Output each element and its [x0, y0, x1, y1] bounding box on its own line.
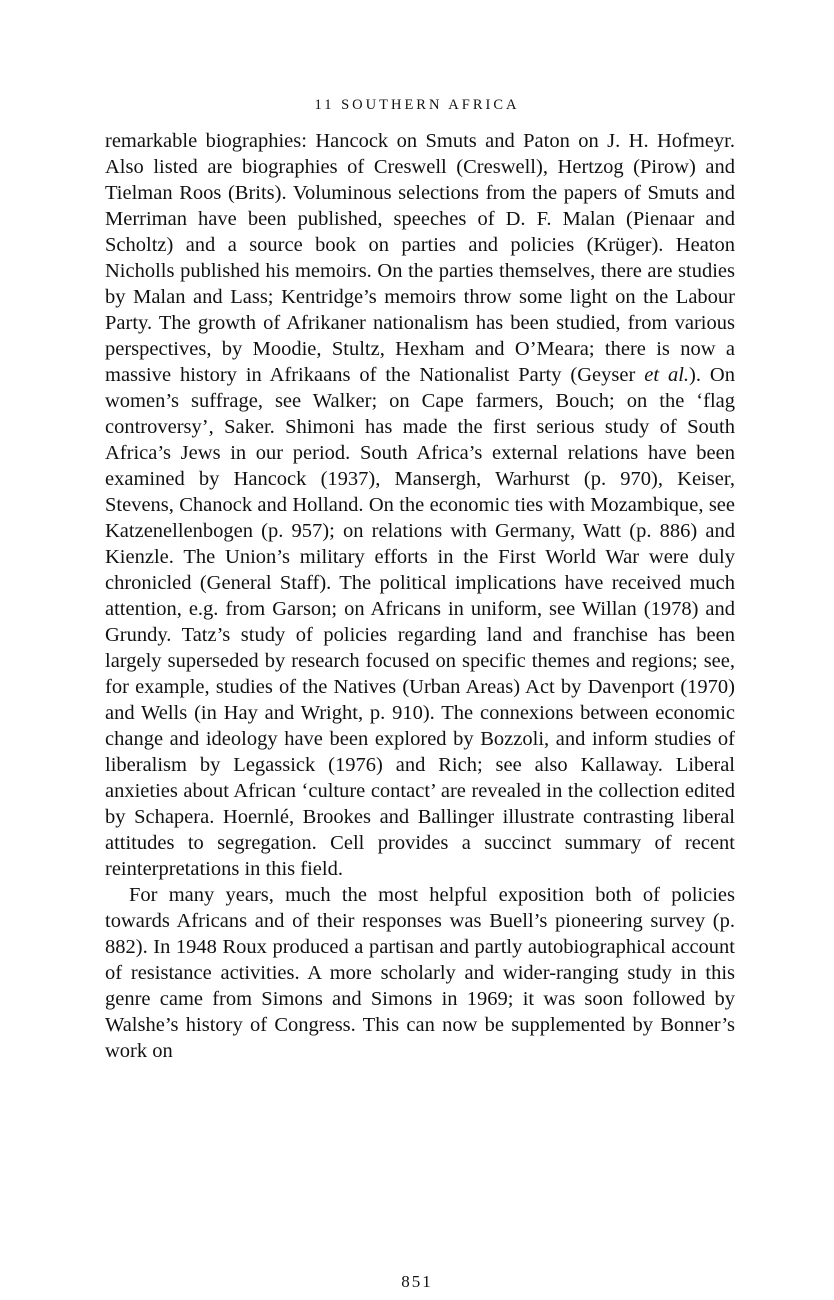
page-number: 851: [401, 1272, 433, 1291]
paragraph-1: [105, 128, 735, 882]
running-head: 11 SOUTHERN AFRICA: [314, 97, 520, 113]
italic-et-al: et al.: [644, 364, 690, 386]
paragraph-2: For many years, much the most helpful exposition both of policies towards Africans and of their responses was Buell’s pioneering survey (p. 882). In 1948 Roux produced a partisan and partly autobiographical account of resistance activities. A more scholarly and wider-ranging study in this genre came from Simons and Simons in 1969; it was soon followed by Walshe’s history of Congress. This can now be supplemented by Bonner’s work on: [105, 884, 735, 1062]
body-text: [105, 128, 735, 1064]
paragraph-1-text-b: ). On women’s suffrage, see Walker; on Cape farmers, Bouch; on the ‘flag controversy’, Saker. Shimoni has made the first serious study of South Africa’s Jews in our period. South Africa’s external relations have been examined by Hancock (1937), Mansergh, Warhurst (p. 970), Keiser, Stevens, Chanock and Holland. On the economic ties with Mozambique, see Katzenellenbogen (p. 957); on relations with Germany, Watt (p. 886) and Kienzle. The Union’s military efforts in the First World War were duly chronicled (General Staff). The political implications have received much attention, e.g. from Garson; on Africans in uniform, see Willan (1978) and Grundy. Tatz’s study of policies regarding land and franchise has been largely superseded by research focused on specific themes and regions; see, for example, studies of the Natives (Urban Areas) Act by Davenport (1970) and Wells (in Hay and Wright, p. 910). The connexions between economic change and ideology have been explored by Bozzoli, and inform studies of liberalism by Legassick (1976) and Rich; see also Kallaway. Liberal anxieties about African ‘culture contact’ are revealed in the collection edited by Schapera. Hoernlé, Brookes and Ballinger illustrate contrasting liberal attitudes to segregation. Cell provides a succinct summary of recent reinterpretations in this field.: [105, 364, 735, 880]
paragraph-1-text-a: remarkable biographies: Hancock on Smuts and Paton on J. H. Hofmeyr. Also listed are biographies of Creswell (Creswell), Hertzog (Pirow) and Tielman Roos (Brits). Voluminous selections from the papers of Smuts and Merriman have been published, speeches of D. F. Malan (Pienaar and Scholtz) and a source book on parties and policies (Krüger). Heaton Nicholls published his memoirs. On the parties themselves, there are studies by Malan and Lass; Kentridge’s memoirs throw some light on the Labour Party. The growth of Afrikaner nationalism has been studied, from various perspectives, by Moodie, Stultz, Hexham and O’Meara; there is now a massive history in Afrikaans of the Nationalist Party (Geyser: [105, 130, 735, 386]
